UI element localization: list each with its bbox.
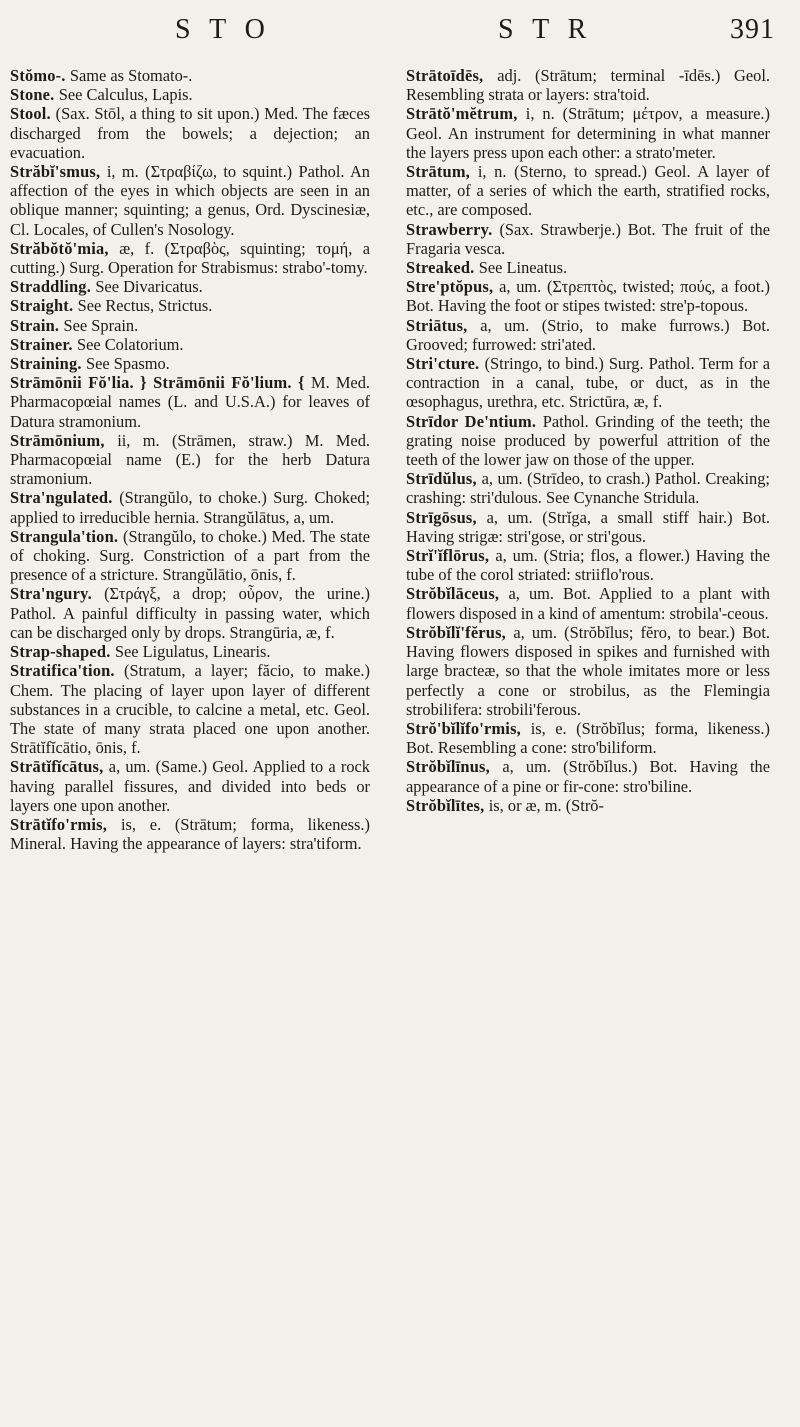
entry-headword: Strŏbĭlāceus, (406, 584, 500, 604)
dictionary-entry (10, 584, 370, 642)
entry-headword: Strātĭfo'rmis, (10, 814, 108, 834)
entry-headword: Strŏbĭlīnus, (406, 757, 490, 777)
left-column (10, 66, 370, 853)
header-right-guide: S T R (498, 14, 593, 45)
entry-definition: a, um. (Strĭga, a small stiff hair.) Bot. Having strigæ: stri'gose, or stri'gous. (406, 507, 770, 546)
entry-definition: is, e. (Strŏbĭlus; forma, likeness.) Bot. Resembling a cone: stro'biliform. (406, 718, 770, 758)
entry-headword: Strŏbĭlītes, (406, 795, 485, 815)
entry-headword: Strĭ'ĭflōrus, (406, 546, 490, 566)
entry-headword: Straight. (10, 296, 74, 316)
entry-headword: Strāmōnii Fŏ'lia. } Strāmōnii Fŏ'lium. { (10, 373, 305, 393)
entry-headword: Străbŏtŏ'mia, (10, 238, 109, 258)
dictionary-entry (406, 757, 770, 795)
entry-headword: Strīdor De'ntium. (406, 411, 537, 431)
dictionary-entry (406, 66, 770, 104)
entry-headword: Stra'ngulated. (10, 488, 113, 508)
entry-definition: is, e. (Strātum; forma, likeness.) Mineral. Having the appearance of layers: stra'tiform. (10, 814, 370, 854)
dictionary-entry (406, 316, 770, 354)
entry-headword: Străbĭ'smus, (10, 162, 101, 182)
header-left-guide: S T O (175, 14, 271, 45)
dictionary-entry (10, 277, 370, 296)
entry-definition: (Sax. Strawberje.) Bot. The fruit of the Fragaria vesca. (406, 219, 770, 258)
dictionary-entry (10, 316, 370, 335)
entry-headword: Strīgōsus, (406, 507, 477, 527)
entry-headword: Strīdŭlus, (406, 469, 477, 489)
page-number: 391 (730, 14, 775, 45)
entry-definition: M. Med. Pharmacopœial names (L. and U.S.A.) for leaves of Datura stramonium. (10, 373, 370, 431)
dictionary-entry (10, 373, 370, 431)
entry-headword: Stool. (10, 104, 51, 124)
entry-definition: (Sax. Stōl, a thing to sit upon.) Med. The fæces discharged from the bowels; a dejection; an evacuation. (10, 104, 370, 162)
entry-definition: (Στράγξ, a drop; οὖρον, the urine.) Pathol. A painful difficulty in passing water, which can be discharged only by drops. Strangūria, æ, f. (10, 584, 370, 642)
entry-definition: a, um. (Strio, to make furrows.) Bot. Grooved; furrowed: stri'ated. (406, 315, 770, 354)
right-column (406, 66, 770, 815)
entry-headword: Stone. (10, 85, 55, 105)
dictionary-entry (10, 488, 370, 526)
dictionary-entry (406, 162, 770, 220)
entry-definition: (Stratum, a layer; făcio, to make.) Chem. The placing of layer upon layer of different substances in a crucible, to calcine a metal, etc. Geol. The state of many strata placed one upon another. Strātĭfĭcātio, ōnis, f. (10, 661, 370, 758)
dictionary-entry (406, 623, 770, 719)
dictionary-entry (10, 815, 370, 853)
entry-headword: Straddling. (10, 277, 91, 297)
dictionary-entry (10, 162, 370, 239)
dictionary-entry (406, 220, 770, 258)
entry-headword: Stri'cture. (406, 354, 480, 374)
dictionary-entry (10, 431, 370, 489)
entry-headword: Strain. (10, 315, 60, 335)
entry-headword: Strātĭfĭcātus, (10, 757, 104, 777)
entry-definition: is, or æ, m. (Strŏ- (488, 795, 604, 815)
entry-definition: a, um. (Strŏbĭlus.) Bot. Having the appearance of a pine or fir-cone: stro'biline. (406, 757, 770, 796)
dictionary-entry (10, 239, 370, 277)
entry-definition: Same as Stomato-. (69, 66, 193, 85)
entry-definition: a, um. (Strīdeo, to crash.) Pathol. Creaking; crashing: stri'dulous. See Cynanche Stridula. (406, 469, 770, 508)
entry-definition: æ, f. (Στραβὸς, squinting; τομή, a cutting.) Surg. Operation for Strabismus: strabo'-tomy. (10, 238, 370, 278)
entry-definition: (Strangŭlo, to choke.) Med. The state of choking. Surg. Constriction of a part from the presence of a stricture. Strangŭlātio, ōnis, f. (10, 526, 370, 585)
entry-definition: i, m. (Στραβίζω, to squint.) Pathol. An affection of the eyes in which objects are seen in an oblique manner; squinting; a genus, Ord. Dyscinesiæ, Cl. Locales, of Cullen's Nosology. (10, 162, 370, 239)
dictionary-entry (10, 661, 370, 757)
entry-headword: Strātŏ'mĕtrum, (406, 104, 518, 124)
dictionary-entry (406, 546, 770, 584)
dictionary-entry (406, 104, 770, 162)
entry-definition: See Spasmo. (86, 354, 170, 374)
entry-definition: (Strangŭlo, to choke.) Surg. Choked; applied to irreducible hernia. Strangŭlātus, a, um. (10, 488, 370, 527)
entry-headword: Strāmōnium, (10, 430, 105, 450)
dictionary-entry (10, 757, 370, 815)
dictionary-entry (406, 796, 770, 815)
dictionary-entry (406, 508, 770, 546)
entry-headword: Stratifica'tion. (10, 661, 115, 681)
dictionary-entry (406, 469, 770, 507)
entry-headword: Straining. (10, 354, 82, 374)
entry-headword: Stŏmo-. (10, 66, 66, 85)
entry-headword: Strainer. (10, 334, 73, 354)
entry-definition: See Colatorium. (76, 334, 184, 354)
dictionary-entry (10, 354, 370, 373)
entry-headword: Strawberry. (406, 219, 493, 239)
entry-definition: a, um. (Stria; flos, a flower.) Having the tube of the corol striated: striiflo'rous. (406, 546, 770, 585)
entry-definition: See Ligulatus, Linearis. (114, 642, 271, 662)
dictionary-entry (406, 277, 770, 315)
entry-definition: i, n. (Strātum; μέτρον, a measure.) Geol. An instrument for determining in what manner the layers press upon each other: a strato'meter. (406, 104, 770, 162)
dictionary-entry (10, 66, 370, 85)
dictionary-entry (10, 296, 370, 315)
entry-definition: a, um. (Same.) Geol. Applied to a rock having parallel fissures, and divided into beds or layers one upon another. (10, 757, 370, 815)
dictionary-entry (406, 719, 770, 757)
entry-headword: Strŏbĭlĭ'fĕrus, (406, 622, 506, 642)
entry-headword: Strātoīdēs, (406, 66, 484, 85)
entry-definition: adj. (Strātum; terminal -īdēs.) Geol. Resembling strata or layers: stra'toid. (406, 66, 770, 105)
dictionary-entry (406, 258, 770, 277)
entry-definition: See Sprain. (63, 315, 139, 335)
entry-definition: a, um. (Strŏbĭlus; fĕro, to bear.) Bot. Having flowers disposed in spikes and furnished with large bracteæ, so that the whole imitates more or less perfectly a cone or strobilus, as the Flemingia strobilifera: strobili'ferous. (406, 622, 770, 719)
entry-headword: Stra'ngury. (10, 584, 92, 604)
dictionary-entry (10, 104, 370, 162)
entry-definition: a, um. (Στρεπτὸς, twisted; πούς, a foot.) Bot. Having the foot or stipes twisted: stre'p-topous. (406, 277, 770, 316)
entry-definition: See Lineatus. (478, 258, 568, 278)
dictionary-entry (406, 412, 770, 470)
dictionary-entry (406, 354, 770, 412)
entry-headword: Stre'ptŏpus, (406, 277, 494, 297)
entry-definition: (Stringo, to bind.) Surg. Pathol. Term for a contraction in a canal, tube, or duct, as in the œsophagus, urethra, etc. Strictūra, æ, f. (406, 354, 770, 412)
entry-headword: Striātus, (406, 315, 468, 335)
running-header (0, 14, 800, 54)
entry-definition: See Calculus, Lapis. (58, 85, 193, 105)
entry-headword: Strātum, (406, 162, 470, 182)
entry-definition: See Divaricatus. (95, 277, 203, 297)
entry-headword: Strap-shaped. (10, 642, 111, 662)
dictionary-entry (406, 584, 770, 622)
dictionary-entry (10, 85, 370, 104)
entry-definition: i, n. (Sterno, to spread.) Geol. A layer of matter, of a series of which the earth, stratified rocks, etc., are composed. (406, 162, 770, 220)
dictionary-entry (10, 642, 370, 661)
entry-definition: Pathol. Grinding of the teeth; the grating noise produced by powerful attrition of the teeth of the lower jaw on those of the upper. (406, 411, 770, 470)
entry-definition: ii, m. (Strāmen, straw.) M. Med. Pharmacopœial name (E.) for the herb Datura stramonium. (10, 430, 370, 489)
dictionary-entry (10, 527, 370, 585)
entry-definition: See Rectus, Strictus. (77, 296, 213, 316)
entry-headword: Strŏ'bĭlĭfo'rmis, (406, 718, 521, 738)
entry-headword: Strangula'tion. (10, 526, 119, 546)
entry-headword: Streaked. (406, 258, 475, 278)
entry-definition: a, um. Bot. Applied to a plant with flowers disposed in a kind of amentum: strobila'-ceous. (406, 584, 770, 623)
dictionary-entry (10, 335, 370, 354)
